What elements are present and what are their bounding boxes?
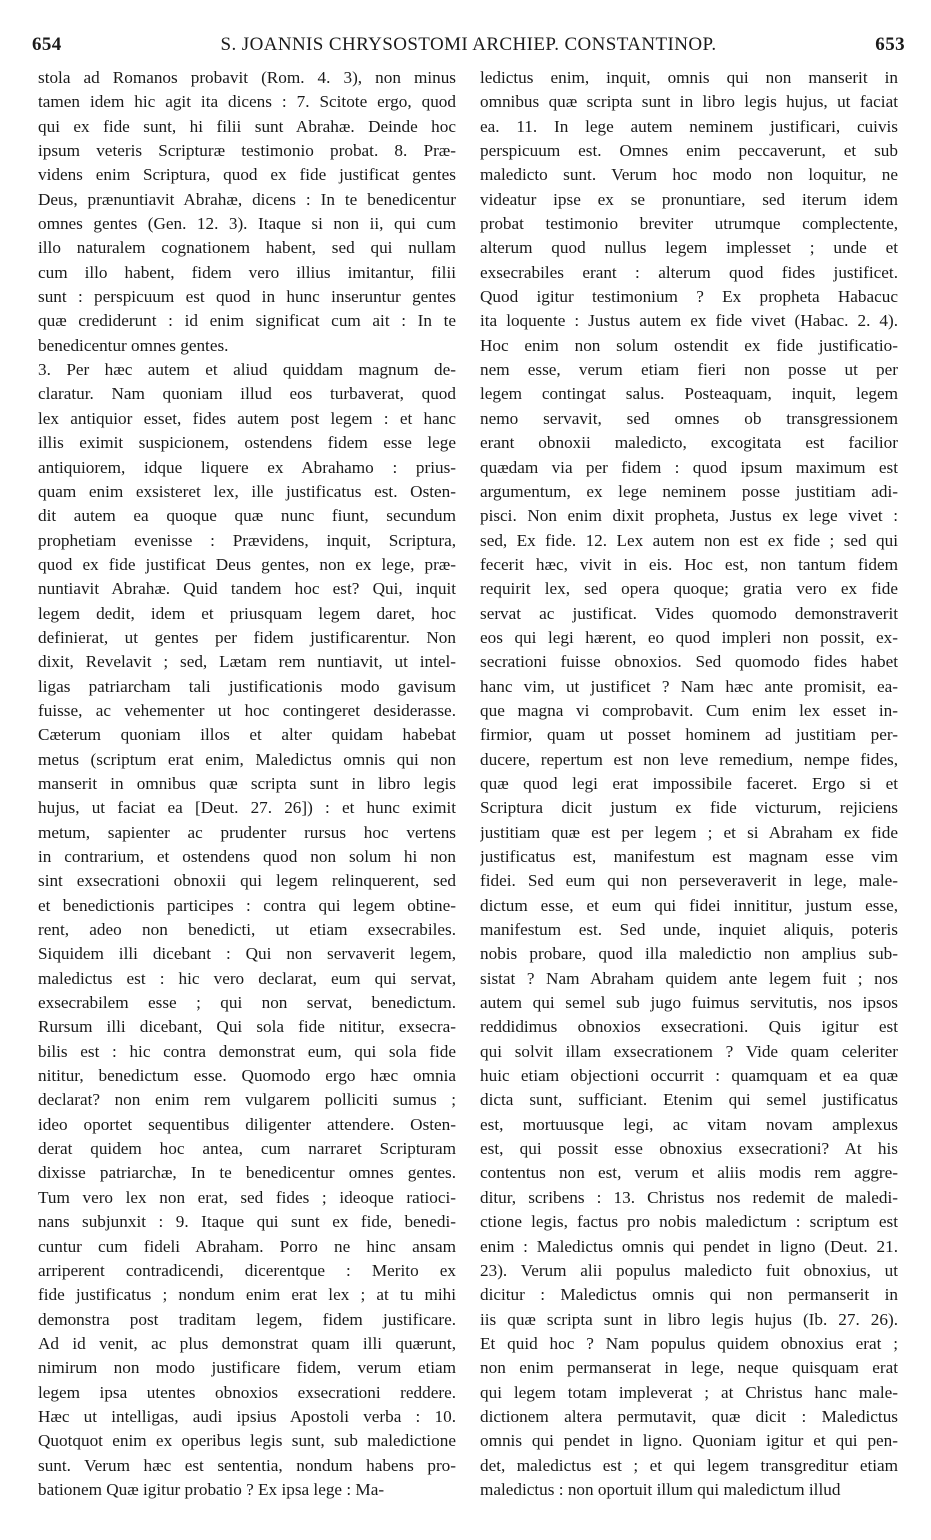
text-line: qui ex fide sunt, hi filii sunt Abrahæ. Deinde hoc — [38, 116, 456, 136]
text-line: est, qui possit esse obnoxius exsecrationi? At his — [480, 1139, 898, 1159]
text-line: argumentum, ex lege neminem posse justitiam adi- — [480, 481, 898, 501]
text-line: maledictus : non oportuit illum qui maledictum illud — [480, 1479, 841, 1499]
text-line: fide justificatus ; nondum enim erat lex ; at tu mihi — [38, 1285, 456, 1305]
text-line: fidei. Sed eum qui non perseveraverit in lege, male- — [480, 871, 898, 891]
text-line: sunt : perspicuum est quod in hunc inseruntur gentes — [38, 287, 456, 307]
text-line: videatur ipse ex se pronuntiare, sed iterum idem — [480, 189, 898, 209]
text-line: enim : Maledictus omnis qui pendet in ligno (Deut. 21. — [480, 1236, 898, 1256]
text-line: ledictus enim, inquit, omnis qui non manserit in — [480, 68, 898, 87]
text-line: Tum vero lex non erat, sed fides ; ideoque ratioci- — [38, 1187, 456, 1207]
text-line: quod ex fide justificat Deus gentes, non ex lege, præ- — [38, 554, 456, 574]
text-line: rent, adeo non benedicti, ut etiam exsecrabiles. — [38, 920, 456, 940]
text-line: nem esse, verum etiam fieri non posse ut per — [480, 360, 898, 380]
text-line: lex antiquior esset, fides autem post legem : et hanc — [38, 408, 456, 428]
running-title: S. JOANNIS CHRYSOSTOMI ARCHIEP. CONSTANTINOP. — [220, 34, 717, 55]
text-line: quæ quod legi erat impossibile faceret. Ergo si et — [480, 773, 898, 793]
text-line: hujus, ut faciat ea [Deut. 27. 26]) : et hunc eximit — [38, 798, 456, 818]
text-line: dit autem ea quoque quæ nunc fiunt, secundum — [38, 506, 456, 526]
text-line: bilis est : hic contra demonstrat eum, qui sola fide — [38, 1041, 456, 1061]
text-line: manserit in omnibus quæ scripta sunt in libro legis — [38, 773, 456, 793]
text-line: maledictus est : hic vero declarat, eum qui servat, — [38, 968, 456, 988]
text-line: quam enim exsisteret lex, ille justificatus est. Osten- — [38, 481, 456, 501]
text-line: Hoc enim non solum ostendit ex fide justificatio- — [480, 335, 898, 355]
text-line: omnibus quæ scripta sunt in libro legis hujus, ut faciat — [480, 92, 898, 112]
text-line: in contrarium, et ostendens quod non solum hi non — [38, 847, 456, 866]
text-line: requirit lex, sed opera quoque; gratia vero ex fide — [480, 579, 898, 599]
text-line: dixisse patriarchæ, In te benedicentur omnes gentes. — [38, 1163, 456, 1183]
text-line: nititur, benedictum esse. Quomodo ergo hæc omnia — [38, 1066, 456, 1086]
text-line: videns enim Scriptura, quod ex fide justificat gentes — [38, 165, 456, 185]
text-line: cuntur cum fideli Abraham. Porro ne hinc ansam — [38, 1236, 456, 1256]
text-line: est, mortuusque legi, ac vitam novam amplexus — [480, 1114, 898, 1134]
text-line: antiquiorem, idque liquere ex Abrahamo : prius- — [38, 457, 456, 477]
text-line: bationem Quæ igitur probatio ? Ex ipsa lege : Ma- — [38, 1479, 385, 1499]
text-line: Cæterum quoniam illos et alter quidam habebat — [38, 725, 456, 745]
text-line: illis eximit suspicionem, ostendens fidem esse lege — [38, 433, 456, 453]
text-line: fecerit hæc, vivit in eis. Hoc est, non tantum fidem — [480, 554, 898, 574]
text-line: sint exsecrationi obnoxii qui legem relinquerent, sed — [38, 871, 456, 891]
text-line: cum illo habent, fidem vero illius imitantur, filii — [38, 262, 456, 282]
text-line: nimirum non modo justificare fidem, verum etiam — [38, 1358, 456, 1378]
text-line: arriperent contradicendi, dicerentque : Merito ex — [38, 1260, 456, 1280]
text-line: reddidimus obnoxios exsecrationi. Quis igitur est — [480, 1017, 898, 1037]
text-line: legem contingat salus. Posteaquam, inquit, legem — [480, 384, 898, 404]
text-line: justificatus est, manifestum est magnam esse vim — [480, 847, 898, 866]
text-line: tamen idem hic agit ita dicens : 7. Scitote ergo, quod — [38, 92, 456, 112]
text-line: ea. 11. In lege autem neminem justificari, cuivis — [480, 116, 898, 136]
text-line: Et quid hoc ? Nam populus quidem obnoxius erat ; — [480, 1333, 898, 1353]
text-line: dicitur : Maledictus omnis qui non permanserit in — [480, 1285, 898, 1305]
text-line: dictum esse, et eum qui fidei innititur, justum esse, — [480, 895, 898, 915]
text-line: Quod igitur testimonium ? Ex propheta Habacuc — [480, 287, 898, 307]
text-line: ditur, scribens : 13. Christus nos redemit de maledi- — [480, 1187, 898, 1207]
text-line: dictionem altera permutavit, quæ dicit : Maledictus — [480, 1406, 898, 1426]
text-line: legem ipsa utentes obnoxios exsecrationi reddere. — [38, 1382, 456, 1402]
text-line: maledicto sunt. Verum hoc modo non loquitur, ne — [480, 165, 898, 185]
text-line: Quotquot enim ex operibus legis sunt, sub maledictione — [38, 1431, 456, 1451]
text-line: manifestum est. Sed unde, inquiet aliquis, poteris — [480, 920, 898, 940]
text-line: Rursum illi dicebant, Qui sola fide nititur, exsecra- — [38, 1017, 456, 1037]
text-line: dicta sunt, sufficiant. Etenim qui semel justificatus — [480, 1090, 898, 1110]
text-line: ligas patriarcham tali justificationis modo gavisum — [38, 676, 456, 696]
text-line: illo naturalem cognationem habent, sed qui nullam — [38, 238, 456, 258]
text-line: qui solvit illam exsecrationem ? Vide quam celeriter — [480, 1041, 898, 1061]
text-line: hanc vim, ut justificet ? Nam hæc ante promisit, ea- — [480, 676, 898, 696]
left-column — [38, 66, 456, 1524]
text-line: Deus, prænuntiavit Abrahæ, dicens : In te benedicentur — [38, 189, 456, 209]
text-line: benedicentur omnes gentes. — [38, 335, 229, 355]
text-line: omnis qui pendet in ligno. Quoniam igitur et qui pen- — [480, 1431, 898, 1451]
text-line: justitiam quæ est per legem ; et si Abraham ex fide — [480, 822, 898, 842]
text-line: definierat, ut gentes per fidem justificarentur. Non — [38, 627, 456, 647]
text-line: erant obnoxii maledicto, excogitata est facilior — [480, 433, 898, 453]
text-line: non enim permanserat in lege, neque quisquam erat — [480, 1358, 898, 1378]
running-header — [32, 34, 905, 60]
text-line: omnes gentes (Gen. 12. 3). Itaque si non ii, qui cum — [38, 214, 456, 234]
text-line: eos qui legi hærent, eo quod impleri non possit, ex- — [480, 627, 898, 647]
text-line: nans subjunxit : 9. Itaque qui sunt ex fide, benedi- — [38, 1212, 456, 1232]
text-line: metum, sapienter ac prudenter rursus hoc vertens — [38, 822, 456, 842]
text-line: quæ crediderunt : id enim significat cum ait : In te — [38, 311, 456, 331]
text-line: huic etiam objectioni occurrit : quamquam et ea quæ — [480, 1066, 898, 1086]
text-line: ducere, repertum est non leve remedium, nempe fides, — [480, 749, 898, 769]
text-line: ctione legis, factus pro nobis maledictum : scriptum est — [480, 1212, 898, 1232]
text-line: Siquidem illi dicebant : Qui non servaverit legem, — [38, 944, 456, 964]
text-line: contentus non est, verum et aliis modis rem aggre- — [480, 1163, 898, 1183]
text-line: perspicuum est. Omnes enim peccaverunt, et sub — [480, 141, 898, 161]
page-number-right: 653 — [875, 34, 905, 55]
text-line: quædam via per fidem : quod ipsum maximum est — [480, 457, 898, 477]
right-column — [480, 66, 898, 1524]
text-line: dixit, Revelavit ; sed, Lætam rem nuntiavit, ut intel- — [38, 652, 456, 672]
text-line: Hæc ut intelligas, audi ipsius Apostoli verba : 10. — [38, 1406, 456, 1426]
text-line: ideo oportet sequentibus diligenter attendere. Osten- — [38, 1114, 456, 1134]
text-line: 23). Verum alii populus maledicto fuit obnoxius, ut — [480, 1260, 898, 1280]
text-line: ipsum veteris Scripturæ testimonio probat. 8. Præ- — [38, 141, 456, 161]
text-line: sunt. Verum hæc est sententia, nondum habens pro- — [38, 1455, 456, 1475]
text-line: nobis probare, quod illa maledictio non amplius sub- — [480, 944, 898, 964]
text-line: secrationi fuisse obnoxios. Sed quomodo fides habet — [480, 652, 898, 672]
page-number-left: 654 — [32, 34, 62, 55]
text-line: qui legem totam impleverat ; at Christus hanc male- — [480, 1382, 898, 1402]
text-line: firmior, quam ut posset hominem ad justitiam per- — [480, 725, 898, 745]
text-line: derat quidem hoc antea, cum narraret Scripturam — [38, 1139, 456, 1159]
text-line: pisci. Non enim dixit propheta, Justus ex lege vivet : — [480, 506, 898, 526]
text-line: det, maledictus est ; et qui legem transgreditur etiam — [480, 1455, 898, 1475]
text-line: legem dedit, idem et priusquam legem daret, hoc — [38, 603, 456, 623]
text-line: nemo servavit, sed omnes ob transgressionem — [480, 408, 898, 428]
text-line: sistat ? Nam Abraham quidem ante legem fuit ; nos — [480, 968, 898, 988]
text-line: que magna vi comprobavit. Cum enim lex esset in- — [480, 700, 898, 720]
text-line: autem qui semel sub jugo fuimus servitutis, nos ipsos — [480, 993, 898, 1013]
text-line: sed, Ex fide. 12. Lex autem non est ex fide ; sed qui — [480, 530, 898, 550]
text-line: et benedictionis participes : contra qui legem obtine- — [38, 895, 456, 915]
text-line: stola ad Romanos probavit (Rom. 4. 3), non minus — [38, 68, 456, 87]
text-line: Scriptura dicit justum ex fide victurum, rejiciens — [480, 798, 898, 818]
text-line: exsecrabilem esse ; qui non servat, benedictum. — [38, 993, 456, 1013]
text-line: declarat? non enim rem vulgarem polliciti sumus ; — [38, 1090, 456, 1110]
text-line: alterum quod nullus legem implesset ; unde et — [480, 238, 898, 258]
text-line: fuisse, ac vehementer ut hoc contingeret desiderasse. — [38, 700, 456, 720]
text-line: Ad id venit, ac plus demonstrat quam illi quærunt, — [38, 1333, 456, 1353]
text-line: iis quæ scripta sunt in libro legis hujus (Ib. 27. 26). — [480, 1309, 898, 1329]
text-line: prophetiam evenisse : Prævidens, inquit, Scriptura, — [38, 530, 456, 550]
text-line: demonstra post traditam legem, fidem justificare. — [38, 1309, 456, 1329]
text-line: 3. Per hæc autem et aliud quiddam magnum de- — [38, 360, 456, 380]
text-line: probat testimonio breviter utrumque complectente, — [480, 214, 898, 234]
text-line: exsecrabiles erant : alterum quod fides justificet. — [480, 262, 898, 282]
text-line: nuntiavit Abrahæ. Quid tandem hoc est? Qui, inquit — [38, 579, 456, 599]
text-line: ita loquente : Justus autem ex fide vivet (Habac. 2. 4). — [480, 311, 898, 331]
text-line: claratur. Nam quoniam illud eos turbaverat, quod — [38, 384, 456, 404]
text-line: servat ac justificat. Vides quomodo demonstraverit — [480, 603, 898, 623]
text-line: metus (scriptum erat enim, Maledictus omnis qui non — [38, 749, 456, 769]
